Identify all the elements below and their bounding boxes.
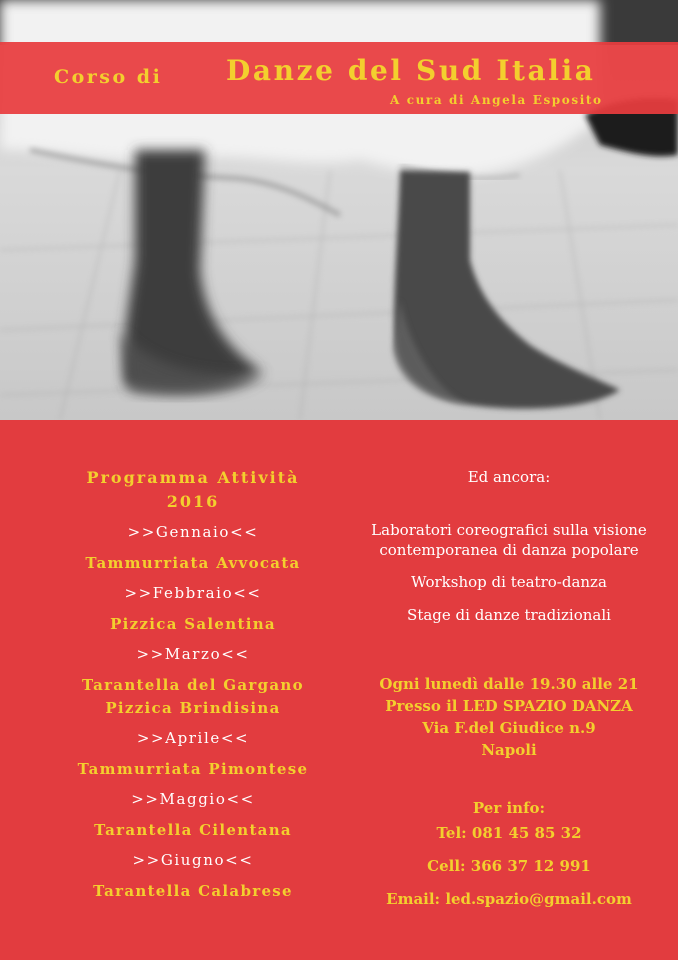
dance-name: Tammurriata Pimontese xyxy=(77,760,309,778)
extra-heading: Ed ancora: xyxy=(467,468,551,486)
month-label: >>Gennaio<< xyxy=(127,523,259,541)
title-band xyxy=(0,42,678,114)
email-address: Email: led.spazio@gmail.com xyxy=(386,890,632,908)
venue-address: Via F.del Giudice n.9 xyxy=(422,719,596,737)
program-column xyxy=(40,467,346,902)
course-subtitle: A cura di Angela Esposito xyxy=(390,93,603,107)
program-title: Programma Attività xyxy=(86,468,300,487)
month-label: >>Febbraio<< xyxy=(124,584,262,602)
month-label: >>Marzo<< xyxy=(136,645,250,663)
month-label: >>Giugno<< xyxy=(132,851,254,869)
workshop-text: Workshop di teatro-danza xyxy=(411,573,607,591)
dance-name: Tammurriata Avvocata xyxy=(85,554,301,572)
month-label: >>Maggio<< xyxy=(131,790,255,808)
venue-name: Presso il LED SPAZIO DANZA xyxy=(385,697,633,715)
cell-number: Cell: 366 37 12 991 xyxy=(427,857,591,875)
course-title: Danze del Sud Italia xyxy=(226,54,596,87)
dance-name: Tarantella Cilentana xyxy=(94,821,292,839)
details-column xyxy=(350,467,668,910)
dance-name: Tarantella del Gargano xyxy=(82,676,304,694)
laboratori-line1: Laboratori coreografici sulla visione xyxy=(371,521,647,539)
venue-city: Napoli xyxy=(481,741,537,759)
phone-number: Tel: 081 45 85 32 xyxy=(436,824,582,842)
month-label: >>Aprile<< xyxy=(136,729,250,747)
schedule-text: Ogni lunedì dalle 19.30 alle 21 xyxy=(379,675,639,693)
dance-name: Pizzica Salentina xyxy=(110,615,276,633)
program-year: 2016 xyxy=(166,492,220,511)
stage-text: Stage di danze tradizionali xyxy=(407,606,611,624)
dance-name: Tarantella Calabrese xyxy=(93,882,293,900)
dance-name: Pizzica Brindisina xyxy=(105,699,281,717)
info-heading: Per info: xyxy=(472,799,546,817)
laboratori-line2: contemporanea di danza popolare xyxy=(379,541,639,559)
corso-label: Corso di xyxy=(54,66,163,88)
